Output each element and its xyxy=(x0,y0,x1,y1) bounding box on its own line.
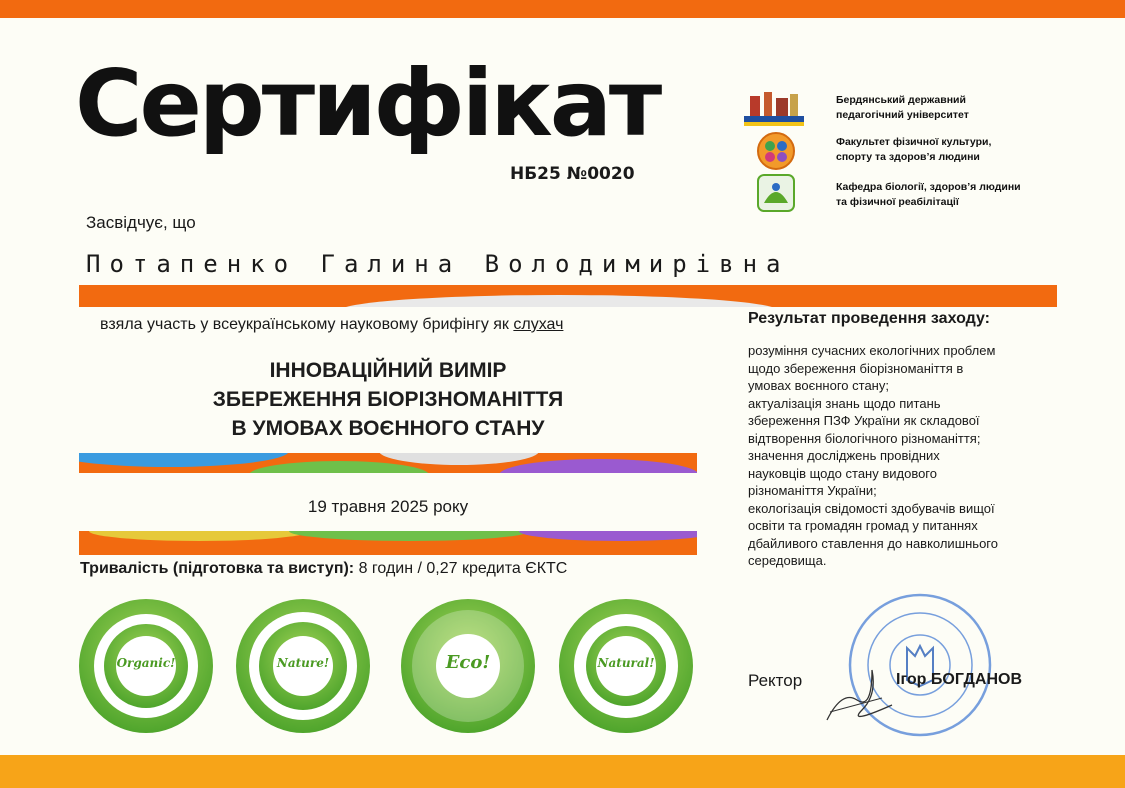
duration-label: Тривалість (підготовка та виступ): xyxy=(80,560,355,577)
participation-text xyxy=(100,316,563,334)
results-line: збереження ПЗФ України як складової xyxy=(748,413,980,428)
results-line: значення досліджень провідних xyxy=(748,448,940,463)
event-title-line: В УМОВАХ ВОЄННОГО СТАНУ xyxy=(231,417,545,440)
participation-role: слухач xyxy=(513,316,564,333)
faculty-logo-icon xyxy=(756,132,796,170)
eco-badges-row xyxy=(78,596,698,736)
certificate-title: Сертифікат xyxy=(75,50,660,157)
rector-name: Ігор БОГДАНОВ xyxy=(896,671,1023,688)
recipient-name: Потапенко Галина Володимирівна xyxy=(86,250,790,278)
certificate-number: НБ25 №0020 xyxy=(510,164,635,184)
top-orange-bar xyxy=(0,0,1125,18)
decorative-band-middle xyxy=(79,453,697,473)
results-line: відтворення біологічного різноманіття; xyxy=(748,430,981,446)
organizer-department: Кафедра біології, здоров’я людини та фізичної реабілітації xyxy=(836,181,1021,208)
event-title xyxy=(80,356,696,443)
badge-label-eco: Eco! xyxy=(445,652,491,673)
results-line: розуміння сучасних екологічних проблем xyxy=(748,343,996,358)
duration-value: 8 годин / 0,27 кредита ЄКТС xyxy=(354,560,568,577)
badge-label-nature: Nature! xyxy=(276,656,330,670)
badge-label-natural: Natural! xyxy=(597,656,655,670)
results-line: дбайливого ставлення до навколишнього xyxy=(748,535,998,551)
results-line: екологізація свідомості здобувачів вищої xyxy=(748,500,995,516)
event-title-line: ІННОВАЦІЙНИЙ ВИМІР xyxy=(269,359,507,382)
event-title-line: ЗБЕРЕЖЕННЯ БІОРІЗНОМАНІТТЯ xyxy=(212,388,564,411)
results-list xyxy=(748,342,1058,570)
bottom-orange-bar xyxy=(0,755,1125,788)
results-line: умовах воєнного стану; xyxy=(748,378,889,393)
results-line: науковців щодо стану видового xyxy=(748,465,937,481)
results-line: освіти та громадян громад у питаннях xyxy=(748,518,978,533)
participation-prefix: взяла участь у всеукраїнському науковому брифінгу як xyxy=(100,316,509,333)
witness-text: Засвідчує, що xyxy=(86,213,196,232)
university-logo-icon xyxy=(742,90,806,128)
decorative-band-lower xyxy=(79,531,697,555)
results-line: середовища. xyxy=(748,553,827,568)
organizer-university: Бердянський державний педагогічний університет xyxy=(836,94,969,121)
rector-role: Ректор xyxy=(748,671,803,690)
organizer-faculty: Факультет фізичної культури, спорту та здоров’я людини xyxy=(836,136,992,163)
results-line: щодо збереження біорізноманіття в xyxy=(748,360,964,376)
decorative-band-top xyxy=(79,285,1057,307)
duration xyxy=(80,560,567,578)
results-heading: Результат проведення заходу: xyxy=(748,310,990,327)
signature-scribble-icon xyxy=(822,650,902,730)
results-line: різноманіття України; xyxy=(748,483,877,498)
department-logo-icon xyxy=(756,173,796,213)
badge-label-organic: Organic! xyxy=(116,656,176,670)
results-line: актуалізація знань щодо питань xyxy=(748,395,941,411)
event-date: 19 травня 2025 року xyxy=(307,497,469,516)
